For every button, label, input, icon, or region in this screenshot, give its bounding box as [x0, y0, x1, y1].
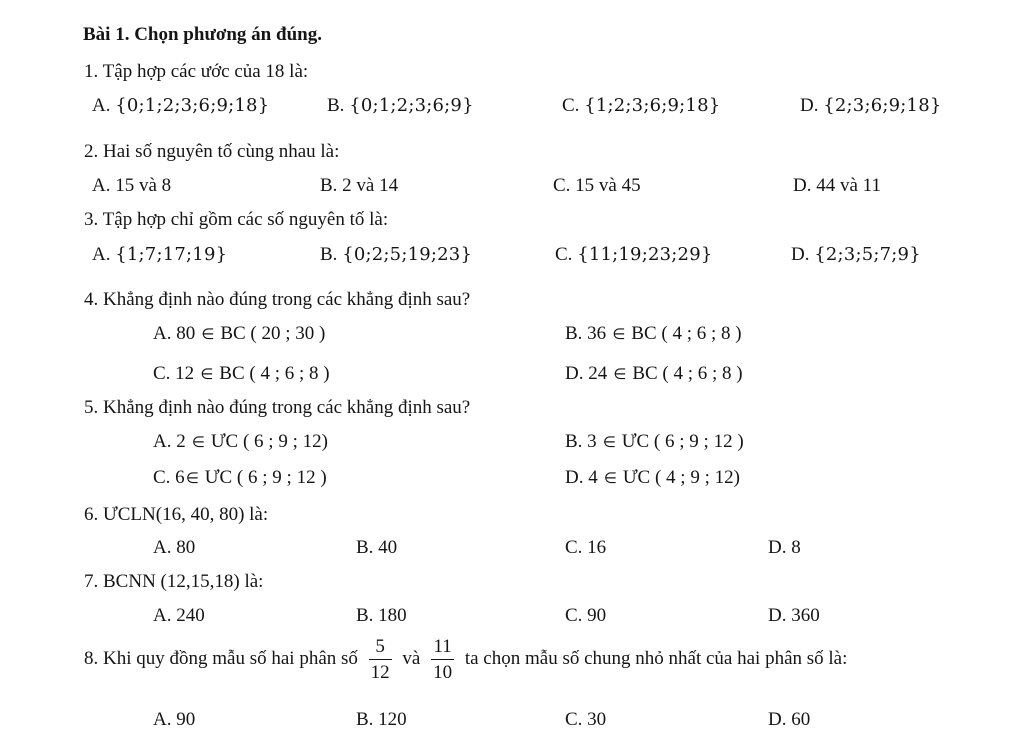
q8-option-b: B. 120 [356, 709, 407, 730]
q3-option-d [791, 245, 921, 264]
q4-option-d [565, 364, 743, 383]
q4-option-d-pre: D. 24 [565, 363, 608, 384]
element-of-symbol: ∈ [201, 325, 215, 343]
q5-option-a [153, 432, 328, 451]
fraction-denominator: 10 [433, 662, 453, 683]
question-8-text [84, 637, 847, 682]
question-4-text: 4. Khẳng định nào đúng trong các khẳng định sau? [84, 289, 471, 310]
q5-option-b-post: ƯC ( 6 ; 9 ; 12 ) [621, 431, 744, 452]
q5-option-c-pre: C. 6 [153, 467, 185, 488]
q4-option-c-pre: C. 12 [153, 363, 195, 384]
q5-option-a-post: ƯC ( 6 ; 9 ; 12) [210, 431, 328, 452]
q4-option-a-post: BC ( 20 ; 30 ) [220, 323, 326, 344]
q4-option-d-post: BC ( 4 ; 6 ; 8 ) [632, 363, 743, 384]
q8-text-mid: và [402, 647, 421, 669]
q8-option-d: D. 60 [768, 709, 811, 730]
q3-option-b-set: {0;2;5;19;23} [342, 244, 473, 265]
q7-option-a: A. 240 [153, 605, 205, 626]
q1-option-c [562, 96, 720, 115]
question-1-text: 1. Tập hợp các ước của 18 là: [84, 61, 309, 82]
q1-option-c-set: {1;2;3;6;9;18} [584, 95, 721, 116]
q1-option-a [92, 96, 269, 115]
q2-option-c: C. 15 và 45 [553, 175, 641, 196]
element-of-symbol: ∈ [602, 433, 616, 451]
q1-option-b-set: {0;1;2;3;6;9} [349, 95, 474, 116]
q6-option-c: C. 16 [565, 537, 607, 558]
element-of-symbol: ∈ [185, 469, 199, 487]
q3-option-a-label: A. [92, 244, 111, 265]
q1-option-d-set: {2;3;6;9;18} [823, 95, 942, 116]
q1-option-b [327, 96, 474, 115]
element-of-symbol: ∈ [613, 365, 627, 383]
q6-option-a: A. 80 [153, 537, 196, 558]
fraction-denominator: 12 [370, 662, 390, 683]
q7-option-c: C. 90 [565, 605, 607, 626]
q5-option-d [565, 468, 740, 487]
q3-option-a-set: {1;7;17;19} [115, 244, 228, 265]
q1-option-a-label: A. [92, 95, 111, 116]
q4-option-c-post: BC ( 4 ; 6 ; 8 ) [219, 363, 330, 384]
q5-option-b-pre: B. 3 [565, 431, 597, 452]
fraction-11-10 [431, 637, 454, 682]
q8-option-a: A. 90 [153, 709, 196, 730]
q2-option-d: D. 44 và 11 [793, 175, 881, 196]
q7-option-b: B. 180 [356, 605, 407, 626]
q8-option-c: C. 30 [565, 709, 607, 730]
question-6-text: 6. ƯCLN(16, 40, 80) là: [84, 504, 269, 525]
q3-option-c [555, 245, 713, 264]
element-of-symbol: ∈ [603, 469, 617, 487]
q7-option-d: D. 360 [768, 605, 820, 626]
q1-option-d-label: D. [800, 95, 819, 116]
element-of-symbol: ∈ [191, 433, 205, 451]
q3-option-c-set: {11;19;23;29} [577, 244, 713, 265]
q6-option-b: B. 40 [356, 537, 398, 558]
question-2-text: 2. Hai số nguyên tố cùng nhau là: [84, 141, 340, 162]
q3-option-b-label: B. [320, 244, 338, 265]
q5-option-b [565, 432, 744, 451]
fraction-numerator: 5 [369, 637, 392, 660]
q5-option-c-post: ƯC ( 6 ; 9 ; 12 ) [204, 467, 327, 488]
q2-option-b: B. 2 và 14 [320, 175, 399, 196]
q4-option-b-post: BC ( 4 ; 6 ; 8 ) [631, 323, 742, 344]
q1-option-a-set: {0;1;2;3;6;9;18} [115, 95, 270, 116]
q4-option-b-pre: B. 36 [565, 323, 607, 344]
q1-option-b-label: B. [327, 95, 345, 116]
q8-text-post: ta chọn mẫu số chung nhỏ nhất của hai phân số là: [464, 647, 848, 669]
q4-option-a [153, 324, 325, 343]
element-of-symbol: ∈ [612, 325, 626, 343]
fraction-numerator: 11 [431, 637, 454, 660]
q8-text-pre: 8. Khi quy đồng mẫu số hai phân số [84, 647, 358, 669]
q4-option-c [153, 364, 330, 383]
q3-option-b [320, 245, 472, 264]
q4-option-b [565, 324, 742, 343]
fraction-5-12 [369, 637, 392, 682]
q3-option-a [92, 245, 227, 264]
question-5-text: 5. Khẳng định nào đúng trong các khẳng định sau? [84, 397, 471, 418]
q2-option-a: A. 15 và 8 [92, 175, 172, 196]
q5-option-d-pre: D. 4 [565, 467, 598, 488]
exercise-title: Bài 1. Chọn phương án đúng. [83, 24, 322, 45]
q5-option-a-pre: A. 2 [153, 431, 186, 452]
question-7-text: 7. BCNN (12,15,18) là: [84, 571, 264, 592]
q4-option-a-pre: A. 80 [153, 323, 196, 344]
q3-option-d-label: D. [791, 244, 810, 265]
q5-option-c [153, 468, 327, 487]
q3-option-d-set: {2;3;5;7;9} [814, 244, 921, 265]
q1-option-c-label: C. [562, 95, 580, 116]
q6-option-d: D. 8 [768, 537, 801, 558]
element-of-symbol: ∈ [200, 365, 214, 383]
q1-option-d [800, 96, 942, 115]
q5-option-d-post: ƯC ( 4 ; 9 ; 12) [622, 467, 740, 488]
question-3-text: 3. Tập hợp chỉ gồm các số nguyên tố là: [84, 209, 389, 230]
q3-option-c-label: C. [555, 244, 573, 265]
